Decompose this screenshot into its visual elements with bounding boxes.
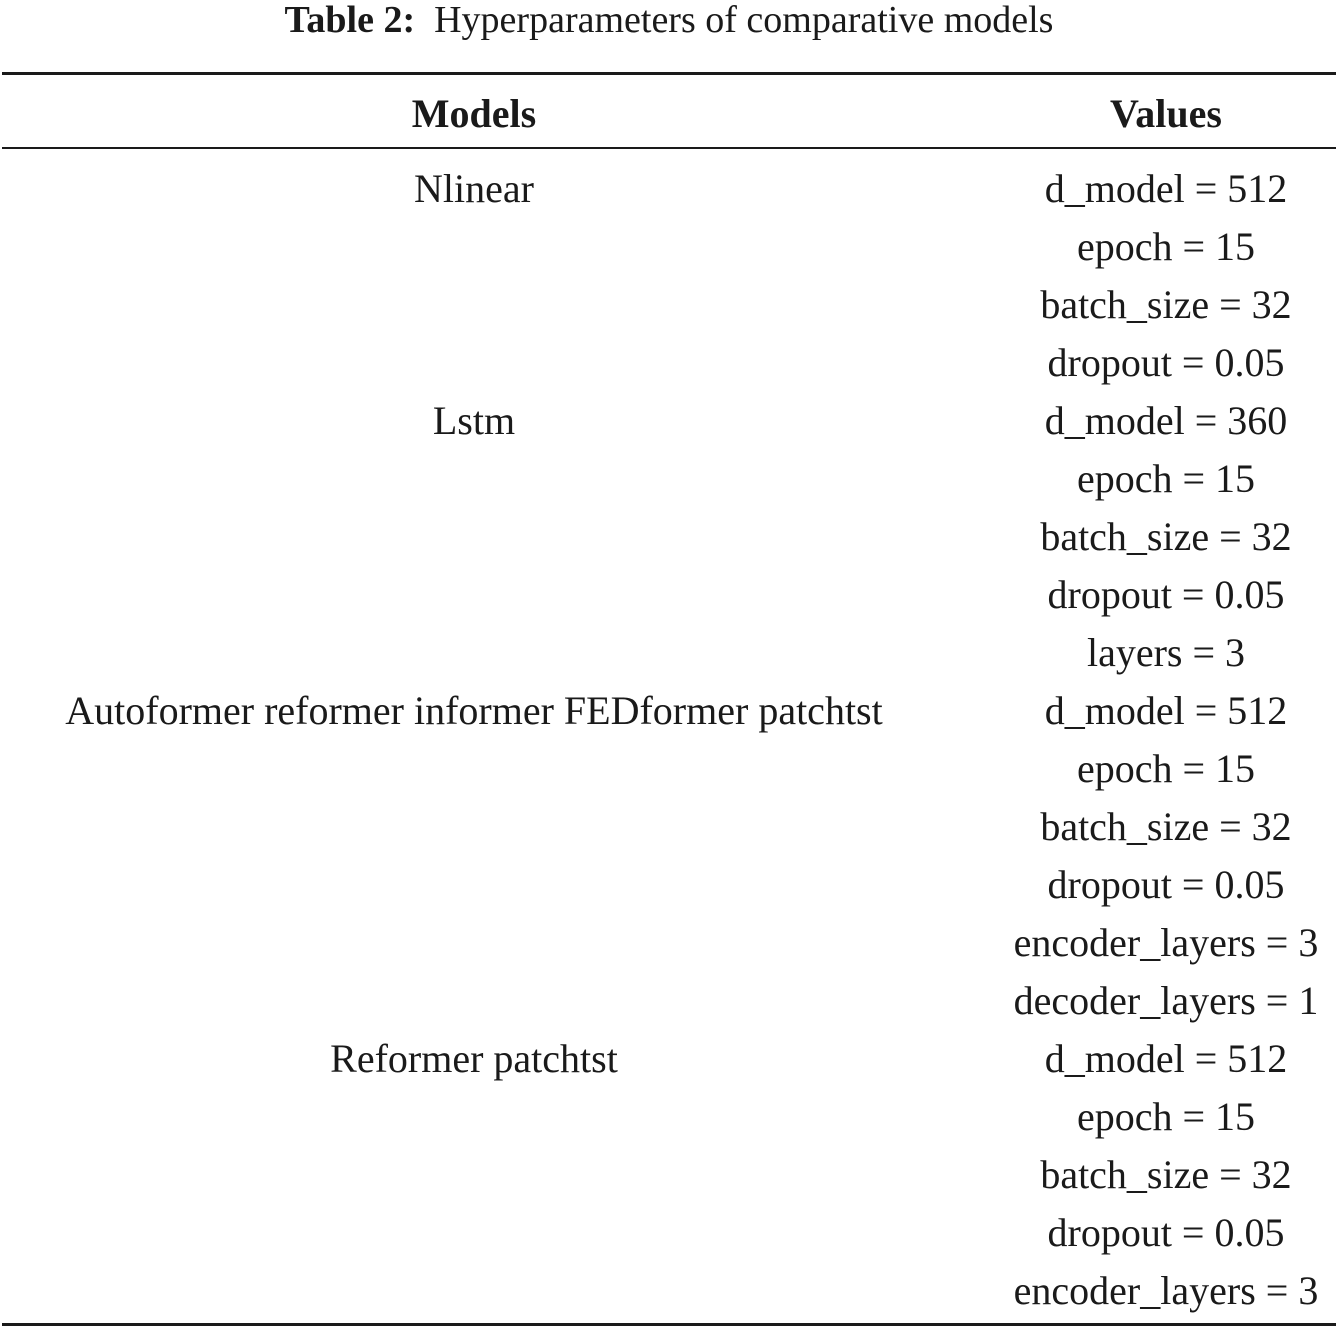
hyperparameter-value: encoder_layers = 3 [1013,1268,1319,1313]
hyperparameter-value: dropout = 0.05 [1047,340,1285,385]
hyperparameter-value: epoch = 15 [1076,1094,1256,1139]
hyperparameter-value: dropout = 0.05 [1047,1210,1285,1255]
bottom-rule [2,1323,1336,1326]
hyperparameter-value: epoch = 15 [1076,456,1256,501]
model-name: Lstm [432,398,516,443]
hyperparameter-value: batch_size = 32 [1040,1152,1292,1197]
table-caption [0,0,1338,40]
header-models: Models [411,91,537,136]
header-rule [2,147,1336,149]
hyperparameter-value: d_model = 360 [1044,398,1288,443]
hyperparameter-value: batch_size = 32 [1040,514,1292,559]
model-name: Autoformer reformer informer FEDformer patchtst [65,688,883,733]
caption-text: Hyperparameters of comparative models [434,0,1054,41]
hyperparameter-value: epoch = 15 [1076,224,1256,269]
hyperparameter-value: batch_size = 32 [1040,804,1292,849]
hyperparameter-value: batch_size = 32 [1040,282,1292,327]
hyperparameter-value: epoch = 15 [1076,746,1256,791]
caption-label: Table 2: [284,0,416,41]
hyperparameter-value: decoder_layers = 1 [1013,978,1319,1023]
table-body [0,160,1338,1320]
model-name: Reformer patchtst [330,1036,618,1081]
hyperparameter-value: d_model = 512 [1044,688,1288,733]
table-header-row [0,88,1338,140]
hyperparameter-value: dropout = 0.05 [1047,572,1285,617]
header-values: Values [1110,91,1222,136]
hyperparameter-value: dropout = 0.05 [1047,862,1285,907]
hyperparameter-value: d_model = 512 [1044,166,1288,211]
hyperparameter-value: layers = 3 [1086,630,1246,675]
hyperparameter-value: encoder_layers = 3 [1013,920,1319,965]
top-rule [2,72,1336,75]
hyperparameter-value: d_model = 512 [1044,1036,1288,1081]
model-name: Nlinear [414,166,534,211]
